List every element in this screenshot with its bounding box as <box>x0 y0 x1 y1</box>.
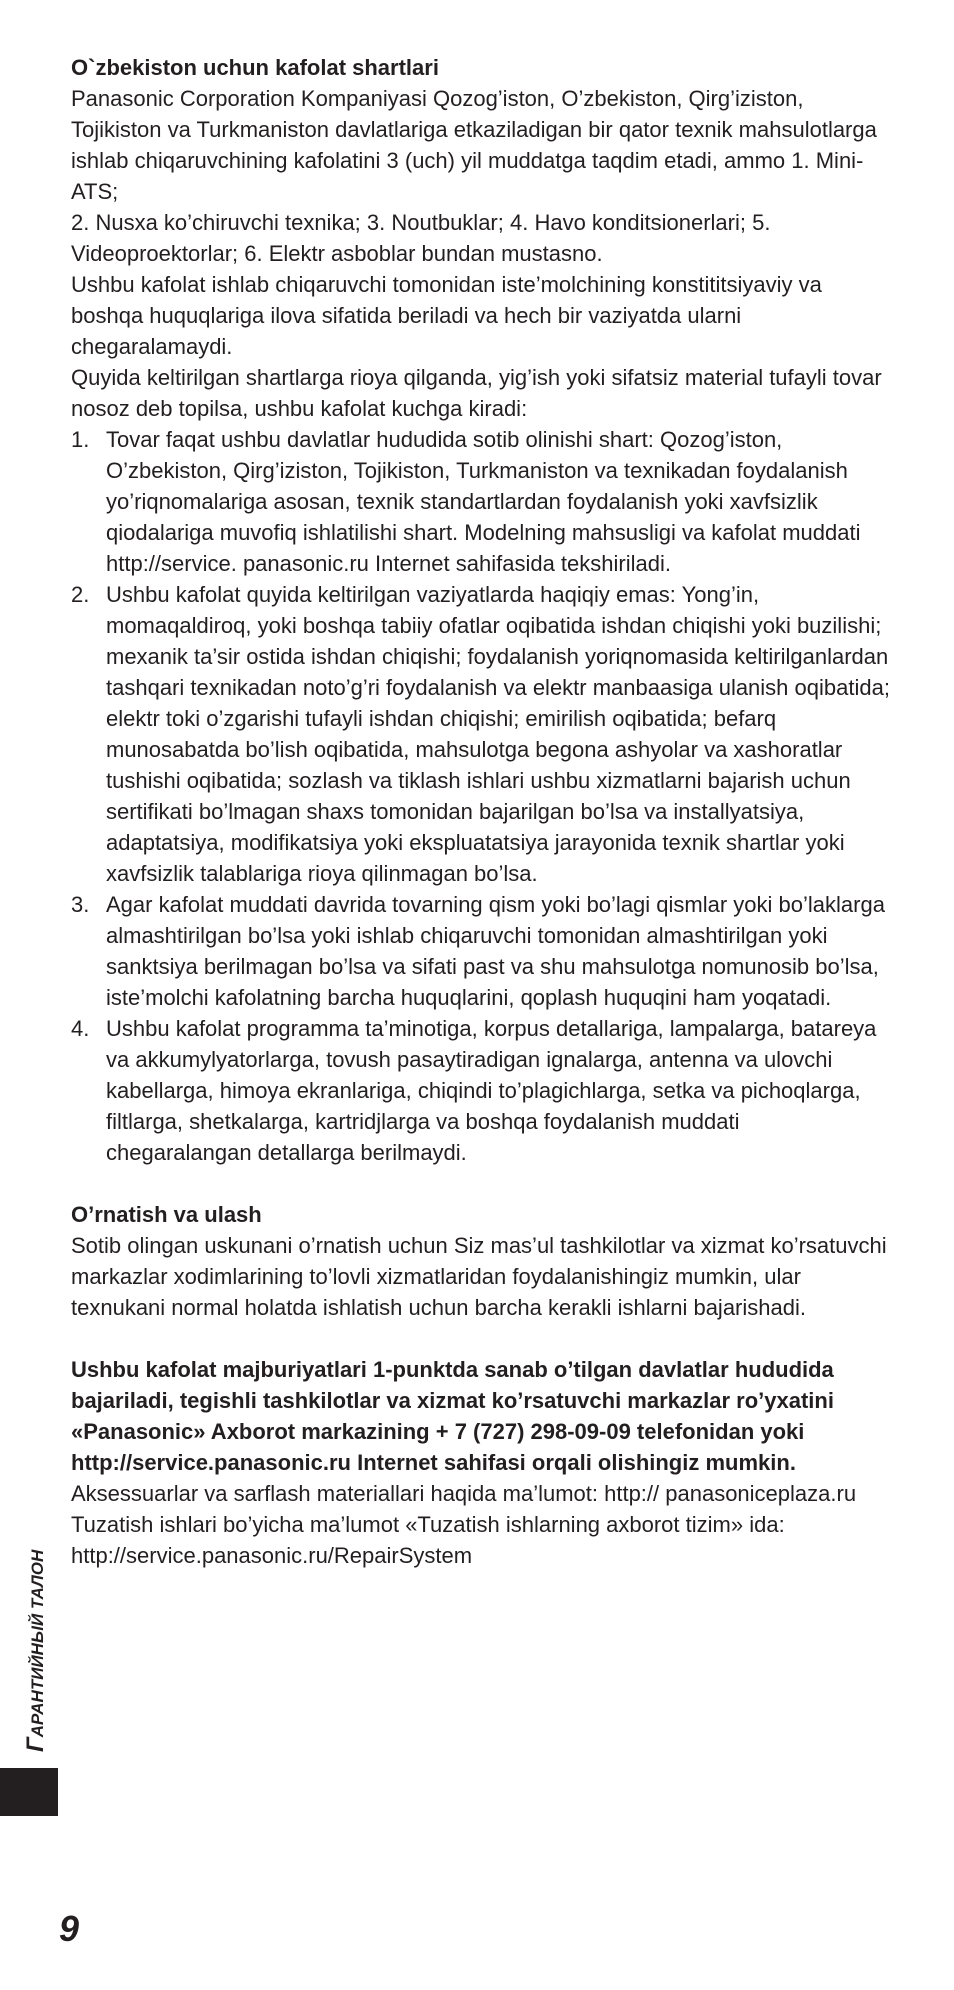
list-item-text: Ushbu kafolat programma ta’minotiga, korpus detallariga, lampalarga, batareya va akkumylyatorlarga, tovush pasaytiradigan ignalarga, antenna va ulovchi kabellarga, himoya ekranlariga, chiqindi to’plagichlarga, setka va pichoqlarga, filtlarga, shetkalarga, kartridjlarga va boshqa foydalanish muddati chegaralangan detallarga berilmaydi. <box>106 1016 877 1165</box>
sidebar-section-label <box>22 1550 50 1752</box>
list-item-number: 3. <box>71 892 90 917</box>
section-spacer <box>71 1168 891 1199</box>
warranty-terms-list <box>71 424 891 1168</box>
warranty-conditions-paragraph: Quyida keltirilgan shartlarga rioya qilganda, yig’ish yoki sifatsiz material tufayli tovar nosoz deb topilsa, ushbu kafolat kuchga kiradi: <box>71 365 882 421</box>
warranty-intro-paragraph: Panasonic Corporation Kompaniyasi Qozog’iston, O’zbekiston, Qirg’iziston, Tojikiston va Turkmaniston davlatlariga etkaziladigan bir qator texnik mahsulotlarga ishlab chiqaruvchining kafolatini 3 (uch) yil muddatga taqdim etadi, ammo 1. Mini- ATS; <box>71 86 877 204</box>
page-number: 9 <box>59 1908 80 1949</box>
repair-info: Tuzatish ishlari bo’yicha ma’lumot «Tuzatish ishlarning axborot tizim» ida: http://service.panasonic.ru/RepairSystem <box>71 1512 785 1568</box>
service-contacts-paragraph: Ushbu kafolat majburiyatlari 1-punktda sanab o’tilgan davlatlar hududida bajariladi, tegishli tashkilotlar va xizmat ko’rsatuvchi markazlar ro’yxatini «Panasonic» Axborot markazining + 7 (727) 298-09-09 telefonidan yoki <box>71 1357 834 1444</box>
list-item-text: Ushbu kafolat quyida keltirilgan vaziyatlarda haqiqiy emas: Yong’in, momaqaldiroq, yoki boshqa tabiiy ofatlar oqibatida ishdan chiqishi yoki buzilishi; mexanik ta’sir ostida ishdan chiqishi; foydalanish yoriqnomasida keltirilganlardan tashqari texnikadan noto’g’ri foydalanish va elektr manbaasiga ulanish oqibatida; elektr toki o’zgarishi tufayli ishdan chiqishi; emirilish oqibatida; befarq munosabatda bo’lish oqibatida, mahsulotga begona ashyolar va xashoratlar tushishi oqibatida; sozlash va tiklash ishlari ushbu xizmatlarni bajarish uchun sertifikati bo’lmagan shaxs tomonidan bajarilgan bo’lsa va installyatsiya, adaptatsiya, modifikatsiya yoki ekspluatatsiya jarayonida texnik shartlar yoki xavfsizlik talablariga rioya qilinmagan bo’lsa. <box>106 582 890 886</box>
service-website-line: http://service.panasonic.ru Internet sahifasi orqali olishingiz mumkin. <box>71 1450 796 1475</box>
list-item-number: 4. <box>71 1016 90 1041</box>
list-item-text: Agar kafolat muddati davrida tovarning qism yoki bo’lagi qismlar yoki bo’laklarga almashtirilgan bo’lsa yoki ishlab chiqaruvchi tomonidan almashtirilgan yoki sanktsiya berilmagan bo’lsa va sifati past va shu mahsulotga nomunosib bo’lsa, iste’molchi kafolatning barcha huquqlarini, qoplash huquqini ham yoqatadi. <box>106 892 885 1010</box>
warranty-document <box>71 52 891 1571</box>
list-item-text: Tovar faqat ushbu davlatlar hududida sotib olinishi shart: Qozog’iston, O’zbekiston, Qirg’iziston, Tojikiston, Turkmaniston va texnikadan foydalanish yo’riqnomalariga asosan, texnik standartlardan foydalanish yoki xavfsizlik qiodalariga muvofiq ishlatilishi shart. Modelning mahsusligi va kafolat muddati http://service. panasonic.ru Internet sahifasida tekshiriladi. <box>106 427 861 576</box>
installation-paragraph: Sotib olingan uskunani o’rnatish uchun Siz mas’ul tashkilotlar va xizmat ko’rsatuvchi markazlar xodimlarining to’lovli xizmatlaridan foydalanishingiz mumkin, ular texnukani normal holatda ishlatish uchun barcha kerakli ishlarni bajarishadi. <box>71 1233 887 1320</box>
list-item <box>71 579 891 889</box>
list-item <box>71 424 891 579</box>
list-item <box>71 889 891 1013</box>
installation-heading: O’rnatish va ulash <box>71 1202 262 1227</box>
warranty-rights-paragraph: Ushbu kafolat ishlab chiqaruvchi tomonidan iste’molchining konstititsiyaviy va boshqa huquqlariga ilova sifatida beriladi va hech bir vaziyatda ularni chegaralamaydi. <box>71 272 822 359</box>
section-spacer <box>71 1323 891 1354</box>
warranty-exclusions-paragraph: 2. Nusxa ko’chiruvchi texnika; 3. Noutbuklar; 4. Havo konditsionerlari; 5. Videoproektorlar; 6. Elektr asboblar bundan mustasno. <box>71 210 771 266</box>
sidebar-marker-block <box>0 1768 58 1816</box>
list-item-number: 2. <box>71 582 90 607</box>
sidebar-label-initial: Г <box>22 1737 49 1752</box>
accessories-info: Aksessuarlar va sarflash materiallari haqida ma’lumot: http:// panasoniceplaza.ru <box>71 1481 857 1506</box>
warranty-heading: O`zbekiston uchun kafolat shartlari <box>71 55 439 80</box>
list-item <box>71 1013 891 1168</box>
sidebar-label-rest: АРАНТИЙНЫЙ ТАЛОН <box>28 1549 47 1738</box>
list-item-number: 1. <box>71 427 90 452</box>
